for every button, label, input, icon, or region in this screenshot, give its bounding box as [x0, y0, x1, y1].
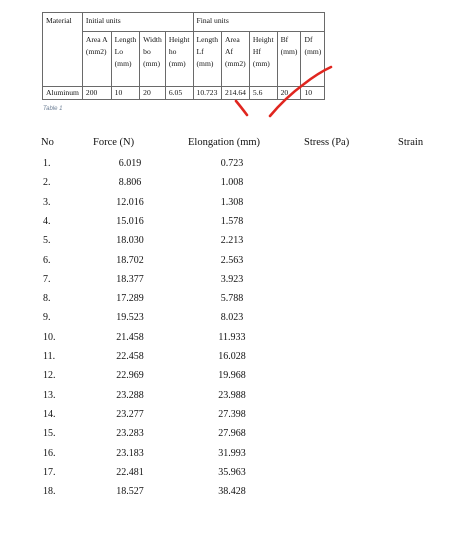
table-row	[0, 428, 474, 442]
table-caption: Table 1	[43, 106, 63, 112]
header-line: Length	[196, 35, 219, 44]
elongation-value: 35.963	[218, 466, 246, 478]
table-cell: 20	[140, 87, 166, 100]
force-value: 21.458	[116, 331, 144, 343]
table-row	[0, 216, 474, 230]
table-row	[0, 177, 474, 191]
header-line: (mm2)	[225, 59, 246, 69]
elongation-value: 2.213	[220, 235, 244, 247]
header-line: Af	[225, 47, 234, 57]
table-cell: Aluminum	[43, 87, 83, 100]
table-cell: 10	[111, 87, 140, 100]
header-line: Lo	[114, 47, 124, 57]
force-value: 6.019	[118, 158, 142, 169]
header-line: (mm)	[252, 59, 270, 69]
row-number: 17.	[43, 466, 56, 478]
elongation-value: 27.968	[218, 428, 246, 440]
table-cell: 20	[277, 87, 301, 100]
header-line: Height	[252, 35, 274, 44]
header-no: No	[41, 137, 54, 148]
header-line: Area A	[85, 35, 108, 44]
row-number: 7.	[43, 273, 51, 285]
table-row	[0, 197, 474, 211]
table-row	[0, 409, 474, 423]
header-line: Area	[225, 35, 240, 44]
force-value: 12.016	[116, 196, 144, 208]
header-line: (mm)	[143, 59, 161, 69]
header-line: (mm2)	[85, 47, 107, 57]
elongation-value: 27.398	[218, 408, 246, 420]
header-strain: Strain	[398, 137, 424, 148]
table-row	[0, 448, 474, 462]
header-stress: Stress (Pa)	[304, 137, 350, 148]
table-row	[0, 467, 474, 481]
row-number: 11.	[43, 351, 56, 362]
results-header	[0, 137, 474, 151]
elongation-value: 19.968	[218, 370, 246, 382]
header-line: Length	[114, 35, 137, 44]
red-arc-stroke	[270, 67, 331, 116]
elongation-value: 38.428	[218, 486, 246, 498]
header-line: (mm)	[304, 47, 322, 57]
row-number: 6.	[43, 254, 51, 266]
force-value: 23.183	[116, 447, 144, 459]
table-row	[0, 390, 474, 404]
elongation-value: 1.578	[220, 215, 244, 227]
row-number: 9.	[43, 312, 51, 324]
elongation-value: 2.563	[220, 254, 244, 266]
table-cell: 200	[82, 87, 111, 100]
elongation-value: 8.023	[220, 312, 244, 324]
header-line: (mm)	[168, 59, 186, 69]
elongation-value: 0.723	[220, 158, 244, 169]
table-cell: 5.6	[249, 87, 277, 100]
row-number: 8.	[43, 293, 51, 305]
force-value: 18.702	[116, 254, 144, 266]
force-value: 22.969	[116, 370, 144, 382]
elongation-value: 1.008	[220, 177, 244, 189]
force-value: 8.806	[118, 177, 142, 189]
header-line: (mm)	[114, 59, 132, 69]
force-value: 23.283	[116, 428, 144, 440]
header-elongation: Elongation (mm)	[188, 137, 261, 148]
header-line: Bf	[280, 35, 289, 44]
force-value: 22.481	[116, 466, 144, 478]
table-row	[0, 255, 474, 269]
table-row	[0, 158, 474, 172]
force-value: 22.458	[116, 351, 144, 362]
force-value: 15.016	[116, 215, 144, 227]
table-row	[0, 486, 474, 500]
force-value: 18.527	[116, 486, 144, 498]
header-line: Lf	[196, 47, 204, 57]
table-cell: 10	[301, 87, 325, 100]
table-row	[0, 370, 474, 384]
row-number: 14.	[43, 408, 56, 420]
table-row	[0, 332, 474, 346]
row-number: 1.	[43, 158, 51, 169]
elongation-value: 23.988	[218, 389, 246, 401]
header-line: Hf	[252, 47, 261, 57]
table-row	[0, 312, 474, 326]
row-number: 5.	[43, 235, 51, 247]
row-number: 13.	[43, 389, 56, 401]
material-label: Material	[46, 16, 72, 25]
row-number: 18.	[43, 486, 56, 498]
force-value: 17.289	[116, 293, 144, 305]
table-cell: 6.05	[165, 87, 193, 100]
table-cell: 214.64	[222, 87, 250, 100]
elongation-value: 5.788	[220, 293, 244, 305]
table-row	[0, 351, 474, 365]
force-value: 23.288	[116, 389, 144, 401]
elongation-value: 1.308	[220, 196, 244, 208]
force-value: 18.030	[116, 235, 144, 247]
row-number: 4.	[43, 215, 51, 227]
row-number: 2.	[43, 177, 51, 189]
force-value: 23.277	[116, 408, 144, 420]
header-line: Df	[304, 35, 313, 44]
row-number: 15.	[43, 428, 56, 440]
table-row	[0, 235, 474, 249]
elongation-value: 3.923	[220, 273, 244, 285]
elongation-value: 16.028	[218, 351, 246, 362]
table-row	[0, 274, 474, 288]
force-value: 19.523	[116, 312, 144, 324]
force-value: 18.377	[116, 273, 144, 285]
elongation-value: 11.933	[218, 331, 246, 343]
header-line: bo	[143, 47, 151, 57]
initial-units-label: Initial units	[85, 16, 121, 25]
row-number: 10.	[43, 331, 56, 343]
red-tick-stroke	[236, 101, 247, 115]
header-line: (mm)	[196, 59, 214, 69]
row-number: 12.	[43, 370, 56, 382]
elongation-value: 31.993	[218, 447, 246, 459]
header-force: Force (N)	[93, 137, 135, 148]
header-line: ho	[168, 47, 177, 57]
header-line: Height	[168, 35, 190, 44]
row-number: 16.	[43, 447, 56, 459]
final-units-label: Final units	[196, 16, 229, 25]
row-number: 3.	[43, 196, 51, 208]
header-line: Width	[143, 35, 162, 44]
header-line: (mm)	[280, 47, 298, 57]
table-cell: 10.723	[193, 87, 222, 100]
table-row	[0, 293, 474, 307]
